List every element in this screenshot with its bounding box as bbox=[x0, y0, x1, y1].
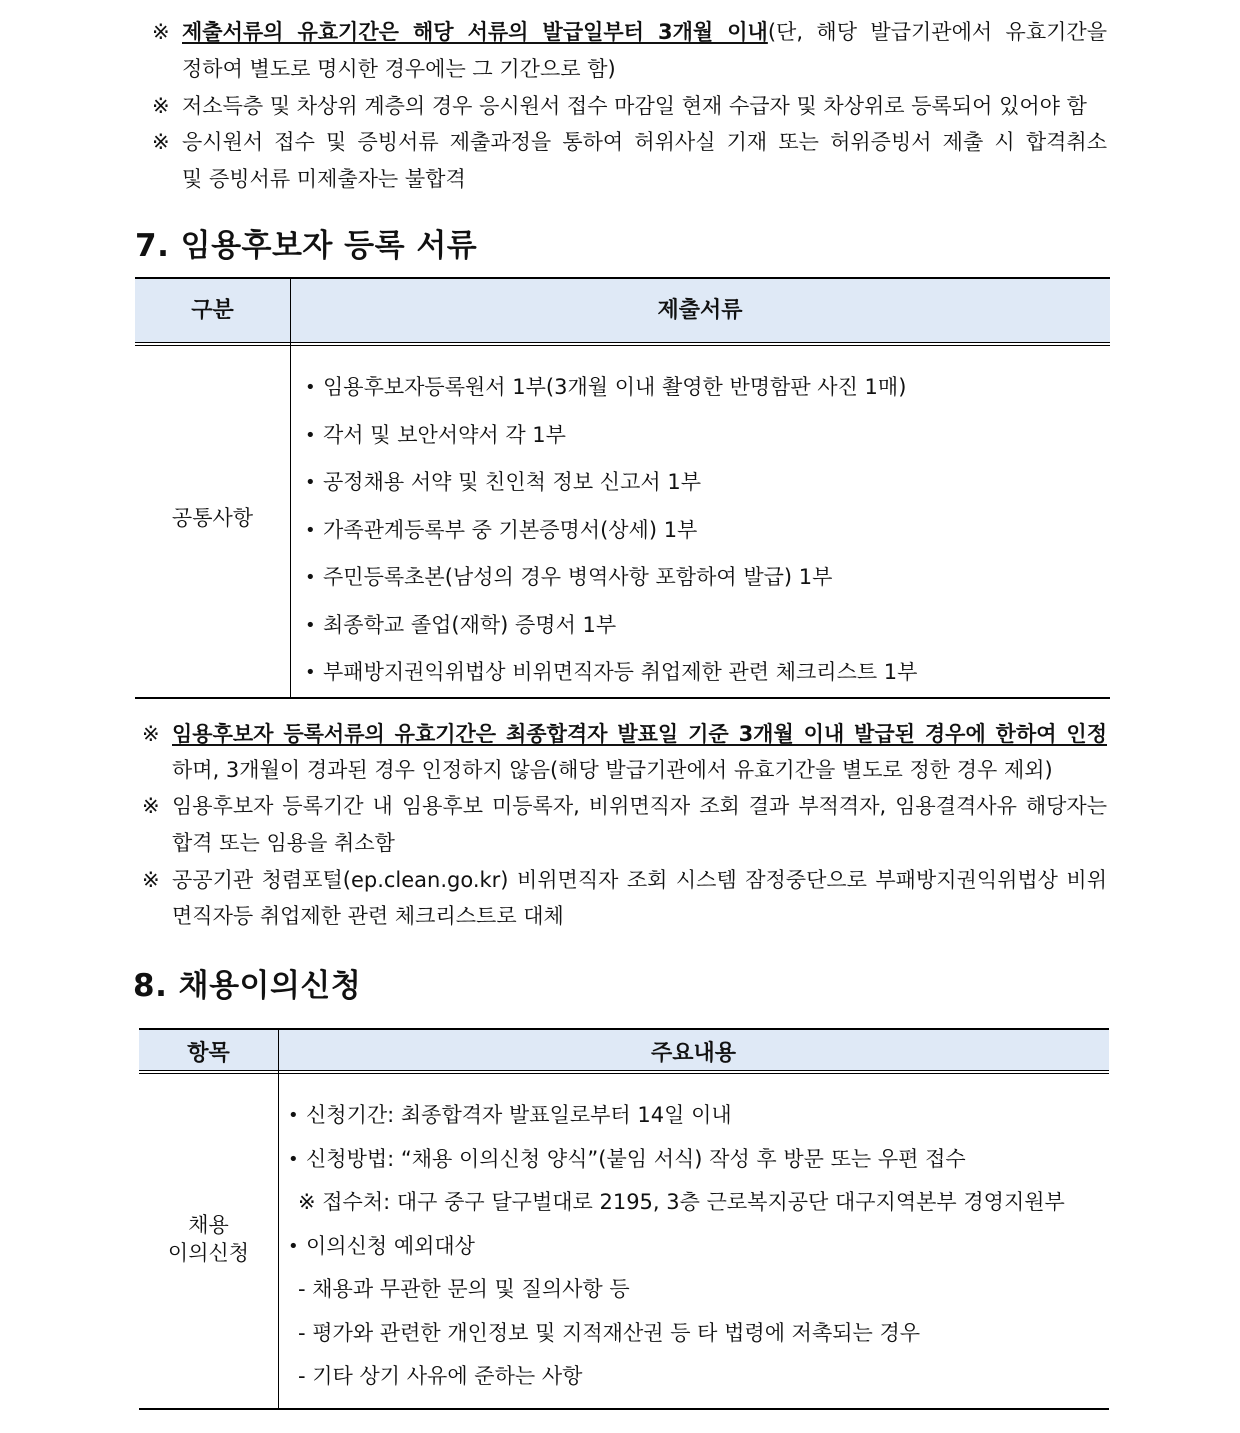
note-low-income bbox=[152, 88, 1107, 125]
row-label-line-1: 채용 bbox=[188, 1213, 229, 1237]
header-divider-double bbox=[139, 1073, 1109, 1074]
list-item: - 평가와 관련한 개인정보 및 지적재산권 등 타 법령에 저촉되는 경우 bbox=[298, 1320, 921, 1345]
bullet-icon: • bbox=[288, 1148, 299, 1170]
reference-mark: ※ bbox=[152, 20, 170, 44]
section7-title: 7. 임용후보자 등록 서류 bbox=[135, 228, 478, 264]
list-item: • 부패방지권익위법상 비위면직자등 취업제한 관련 체크리스트 1부 bbox=[303, 649, 917, 697]
header-divider bbox=[135, 342, 1110, 343]
note-unregistered bbox=[142, 788, 1107, 825]
list-item: • 이의신청 예외대상 bbox=[286, 1225, 1065, 1269]
list-item: • 신청기간: 최종합격자 발표일로부터 14일 이내 bbox=[286, 1094, 1065, 1138]
col-header-category: 구분 bbox=[191, 298, 234, 323]
list-item: • 최종학교 졸업(재학) 증명서 1부 bbox=[303, 602, 917, 650]
note-false-info-cont-text: 및 증빙서류 미제출자는 불합격 bbox=[182, 167, 466, 191]
note-false-info bbox=[152, 124, 1107, 161]
bullet-icon: • bbox=[305, 472, 316, 493]
bullet-icon: • bbox=[305, 424, 316, 446]
note-unregistered-cont-text: 합격 또는 임용을 취소함 bbox=[172, 831, 395, 855]
section8-table bbox=[139, 1028, 1109, 1410]
bullet-icon: • bbox=[305, 377, 316, 398]
note-registration-validity bbox=[142, 716, 1107, 753]
column-divider bbox=[278, 1030, 279, 1408]
list-item: • 각서 및 보안서약서 각 1부 bbox=[303, 412, 917, 460]
note-unregistered-text: 임용후보자 등록기간 내 임용후보 미등록자, 비위면직자 조회 결과 부적격자, 임용결격사유 해당자는 bbox=[172, 794, 1107, 818]
col-header-documents: 제출서류 bbox=[657, 298, 743, 323]
bullet-icon: • bbox=[305, 519, 316, 541]
note-clean-portal-cont bbox=[172, 898, 1107, 935]
row-label-common: 공통사항 bbox=[171, 506, 254, 530]
note-clean-portal-text: 공공기관 청렴포털(ep.clean.go.kr) 비위면직자 조회 시스템 잠정중단으로 부패방지권익위법상 비위 bbox=[172, 868, 1107, 892]
objection-list bbox=[286, 1094, 1065, 1399]
note-false-info-cont bbox=[182, 161, 1107, 198]
header-divider bbox=[139, 1070, 1109, 1071]
table-bottom-border bbox=[135, 697, 1110, 699]
reference-mark: ※ bbox=[142, 722, 160, 746]
bullet-icon: • bbox=[305, 662, 316, 683]
list-item: • 가족관계등록부 중 기본증명서(상세) 1부 bbox=[303, 507, 917, 555]
row-label-line-2: 이의신청 bbox=[167, 1241, 250, 1265]
note-registration-validity-cont bbox=[172, 752, 1107, 789]
reference-mark: ※ bbox=[152, 94, 170, 118]
col-header-content: 주요내용 bbox=[650, 1041, 736, 1066]
bullet-icon: • bbox=[288, 1105, 299, 1126]
note-low-income-text: 저소득층 및 차상위 계층의 경우 응시원서 접수 마감일 현재 수급자 및 차상위로 등록되어 있어야 함 bbox=[182, 94, 1087, 118]
note-clean-portal bbox=[142, 862, 1107, 899]
list-item: - 기타 상기 사유에 준하는 사항 bbox=[298, 1364, 583, 1388]
note-validity-text: (단, 해당 발급기관에서 유효기간을 bbox=[767, 20, 1107, 44]
list-item: ※ 접수처: 대구 중구 달구벌대로 2195, 3층 근로복지공단 대구지역본부 경영지원부 bbox=[298, 1190, 1065, 1214]
note-registration-validity-emphasis: 임용후보자 등록서류의 유효기간은 최종합격자 발표일 기준 3개월 이내 발급된 경우에 한하여 인정 bbox=[172, 722, 1107, 746]
note-registration-validity-cont-text: 하며, 3개월이 경과된 경우 인정하지 않음(해당 발급기관에서 유효기간을 별도로 정한 경우 제외) bbox=[172, 758, 1053, 782]
note-clean-portal-cont-text: 면직자등 취업제한 관련 체크리스트로 대체 bbox=[172, 904, 564, 928]
note-validity-cont-text: 정하여 별도로 명시한 경우에는 그 기간으로 함) bbox=[182, 57, 616, 81]
reference-mark: ※ bbox=[142, 794, 160, 818]
header-divider-double bbox=[135, 345, 1110, 346]
list-item: - 채용과 무관한 문의 및 질의사항 등 bbox=[298, 1277, 630, 1301]
note-validity bbox=[152, 14, 1107, 51]
note-false-info-text: 응시원서 접수 및 증빙서류 제출과정을 통하여 허위사실 기재 또는 허위증빙서 제출 시 합격취소 bbox=[182, 130, 1107, 154]
row-label-objection bbox=[139, 1211, 278, 1267]
table-bottom-border bbox=[139, 1408, 1109, 1410]
bullet-icon: • bbox=[305, 567, 316, 588]
note-validity-emphasis: 제출서류의 유효기간은 해당 서류의 발급일부터 3개월 이내 bbox=[182, 20, 768, 44]
list-item: • 공정채용 서약 및 친인척 정보 신고서 1부 bbox=[303, 459, 917, 507]
reference-mark: ※ bbox=[152, 130, 170, 154]
section7-table bbox=[135, 277, 1110, 699]
list-item: • 주민등록초본(남성의 경우 병역사항 포함하여 발급) 1부 bbox=[303, 554, 917, 602]
list-item: • 임용후보자등록원서 1부(3개월 이내 촬영한 반명함판 사진 1매) bbox=[303, 364, 917, 412]
column-divider bbox=[290, 279, 291, 697]
bullet-icon: • bbox=[305, 614, 316, 636]
col-header-item: 항목 bbox=[187, 1041, 230, 1066]
reference-mark: ※ bbox=[142, 868, 160, 892]
note-validity-cont bbox=[182, 51, 1107, 88]
list-item: • 신청방법: “채용 이의신청 양식”(붙임 서식) 작성 후 방문 또는 우편 접수 bbox=[286, 1138, 1065, 1182]
note-unregistered-cont bbox=[172, 825, 1107, 862]
section8-title: 8. 채용이의신청 bbox=[133, 968, 362, 1004]
document-list bbox=[303, 364, 917, 697]
bullet-icon: • bbox=[288, 1235, 299, 1257]
